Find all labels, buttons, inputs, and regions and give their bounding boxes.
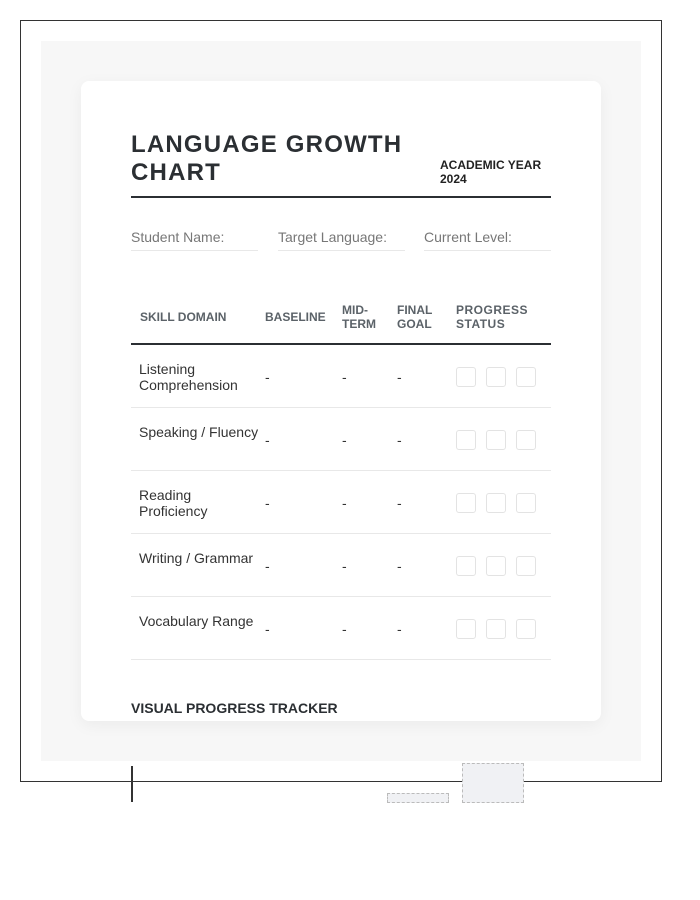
table-row <box>131 345 551 408</box>
progress-checkbox[interactable] <box>486 556 506 576</box>
progress-checkbox[interactable] <box>486 493 506 513</box>
final-goal-value: - <box>397 432 402 448</box>
table-row <box>131 534 551 597</box>
final-goal-value: - <box>397 558 402 574</box>
student-name-field[interactable]: Student Name: <box>131 229 258 251</box>
final-goal-value: - <box>397 621 402 637</box>
baseline-value: - <box>265 558 270 574</box>
header-mid-term: MID-TERM <box>342 303 376 331</box>
midterm-value: - <box>342 432 347 448</box>
progress-checkbox[interactable] <box>516 367 536 387</box>
progress-checkbox[interactable] <box>516 556 536 576</box>
header-baseline: BASELINE <box>265 310 326 324</box>
table-row <box>131 408 551 471</box>
progress-checkbox[interactable] <box>456 367 476 387</box>
header-progress-status: PROGRESS STATUS <box>456 303 529 331</box>
skill-domain: Writing / Grammar <box>139 550 254 566</box>
vertical-line <box>131 766 133 802</box>
skill-domain: Listening Comprehension <box>139 361 238 393</box>
skill-domain: Reading Proficiency <box>139 487 208 519</box>
header-final-goal: FINAL GOAL <box>397 303 433 331</box>
current-level-field[interactable]: Current Level: <box>424 229 551 251</box>
target-language-field[interactable]: Target Language: <box>278 229 405 251</box>
progress-checkbox[interactable] <box>486 619 506 639</box>
visual-progress-tracker-heading: VISUAL PROGRESS TRACKER <box>131 700 338 716</box>
header-divider <box>131 196 551 198</box>
baseline-value: - <box>265 432 270 448</box>
skill-domain: Speaking / Fluency <box>139 424 259 440</box>
skill-domain: Vocabulary Range <box>139 613 254 629</box>
progress-checkbox[interactable] <box>486 430 506 450</box>
progress-checkbox[interactable] <box>516 493 536 513</box>
midterm-value: - <box>342 558 347 574</box>
progress-checkbox[interactable] <box>456 430 476 450</box>
baseline-value: - <box>265 369 270 385</box>
academic-year: ACADEMIC YEAR 2024 <box>440 158 542 186</box>
midterm-value: - <box>342 369 347 385</box>
progress-checkbox[interactable] <box>456 619 476 639</box>
placeholder-box <box>387 793 449 803</box>
progress-checkbox[interactable] <box>516 430 536 450</box>
final-goal-value: - <box>397 495 402 511</box>
progress-checkbox[interactable] <box>456 493 476 513</box>
page-title: LANGUAGE GROWTH CHART <box>131 131 403 186</box>
baseline-value: - <box>265 621 270 637</box>
placeholder-box <box>462 763 524 803</box>
progress-checkbox[interactable] <box>516 619 536 639</box>
progress-checkbox[interactable] <box>456 556 476 576</box>
growth-chart-card <box>81 81 601 721</box>
baseline-value: - <box>265 495 270 511</box>
midterm-value: - <box>342 621 347 637</box>
table-row <box>131 471 551 534</box>
midterm-value: - <box>342 495 347 511</box>
header-skill-domain: SKILL DOMAIN <box>140 310 227 324</box>
progress-checkbox[interactable] <box>486 367 506 387</box>
table-row <box>131 597 551 660</box>
final-goal-value: - <box>397 369 402 385</box>
